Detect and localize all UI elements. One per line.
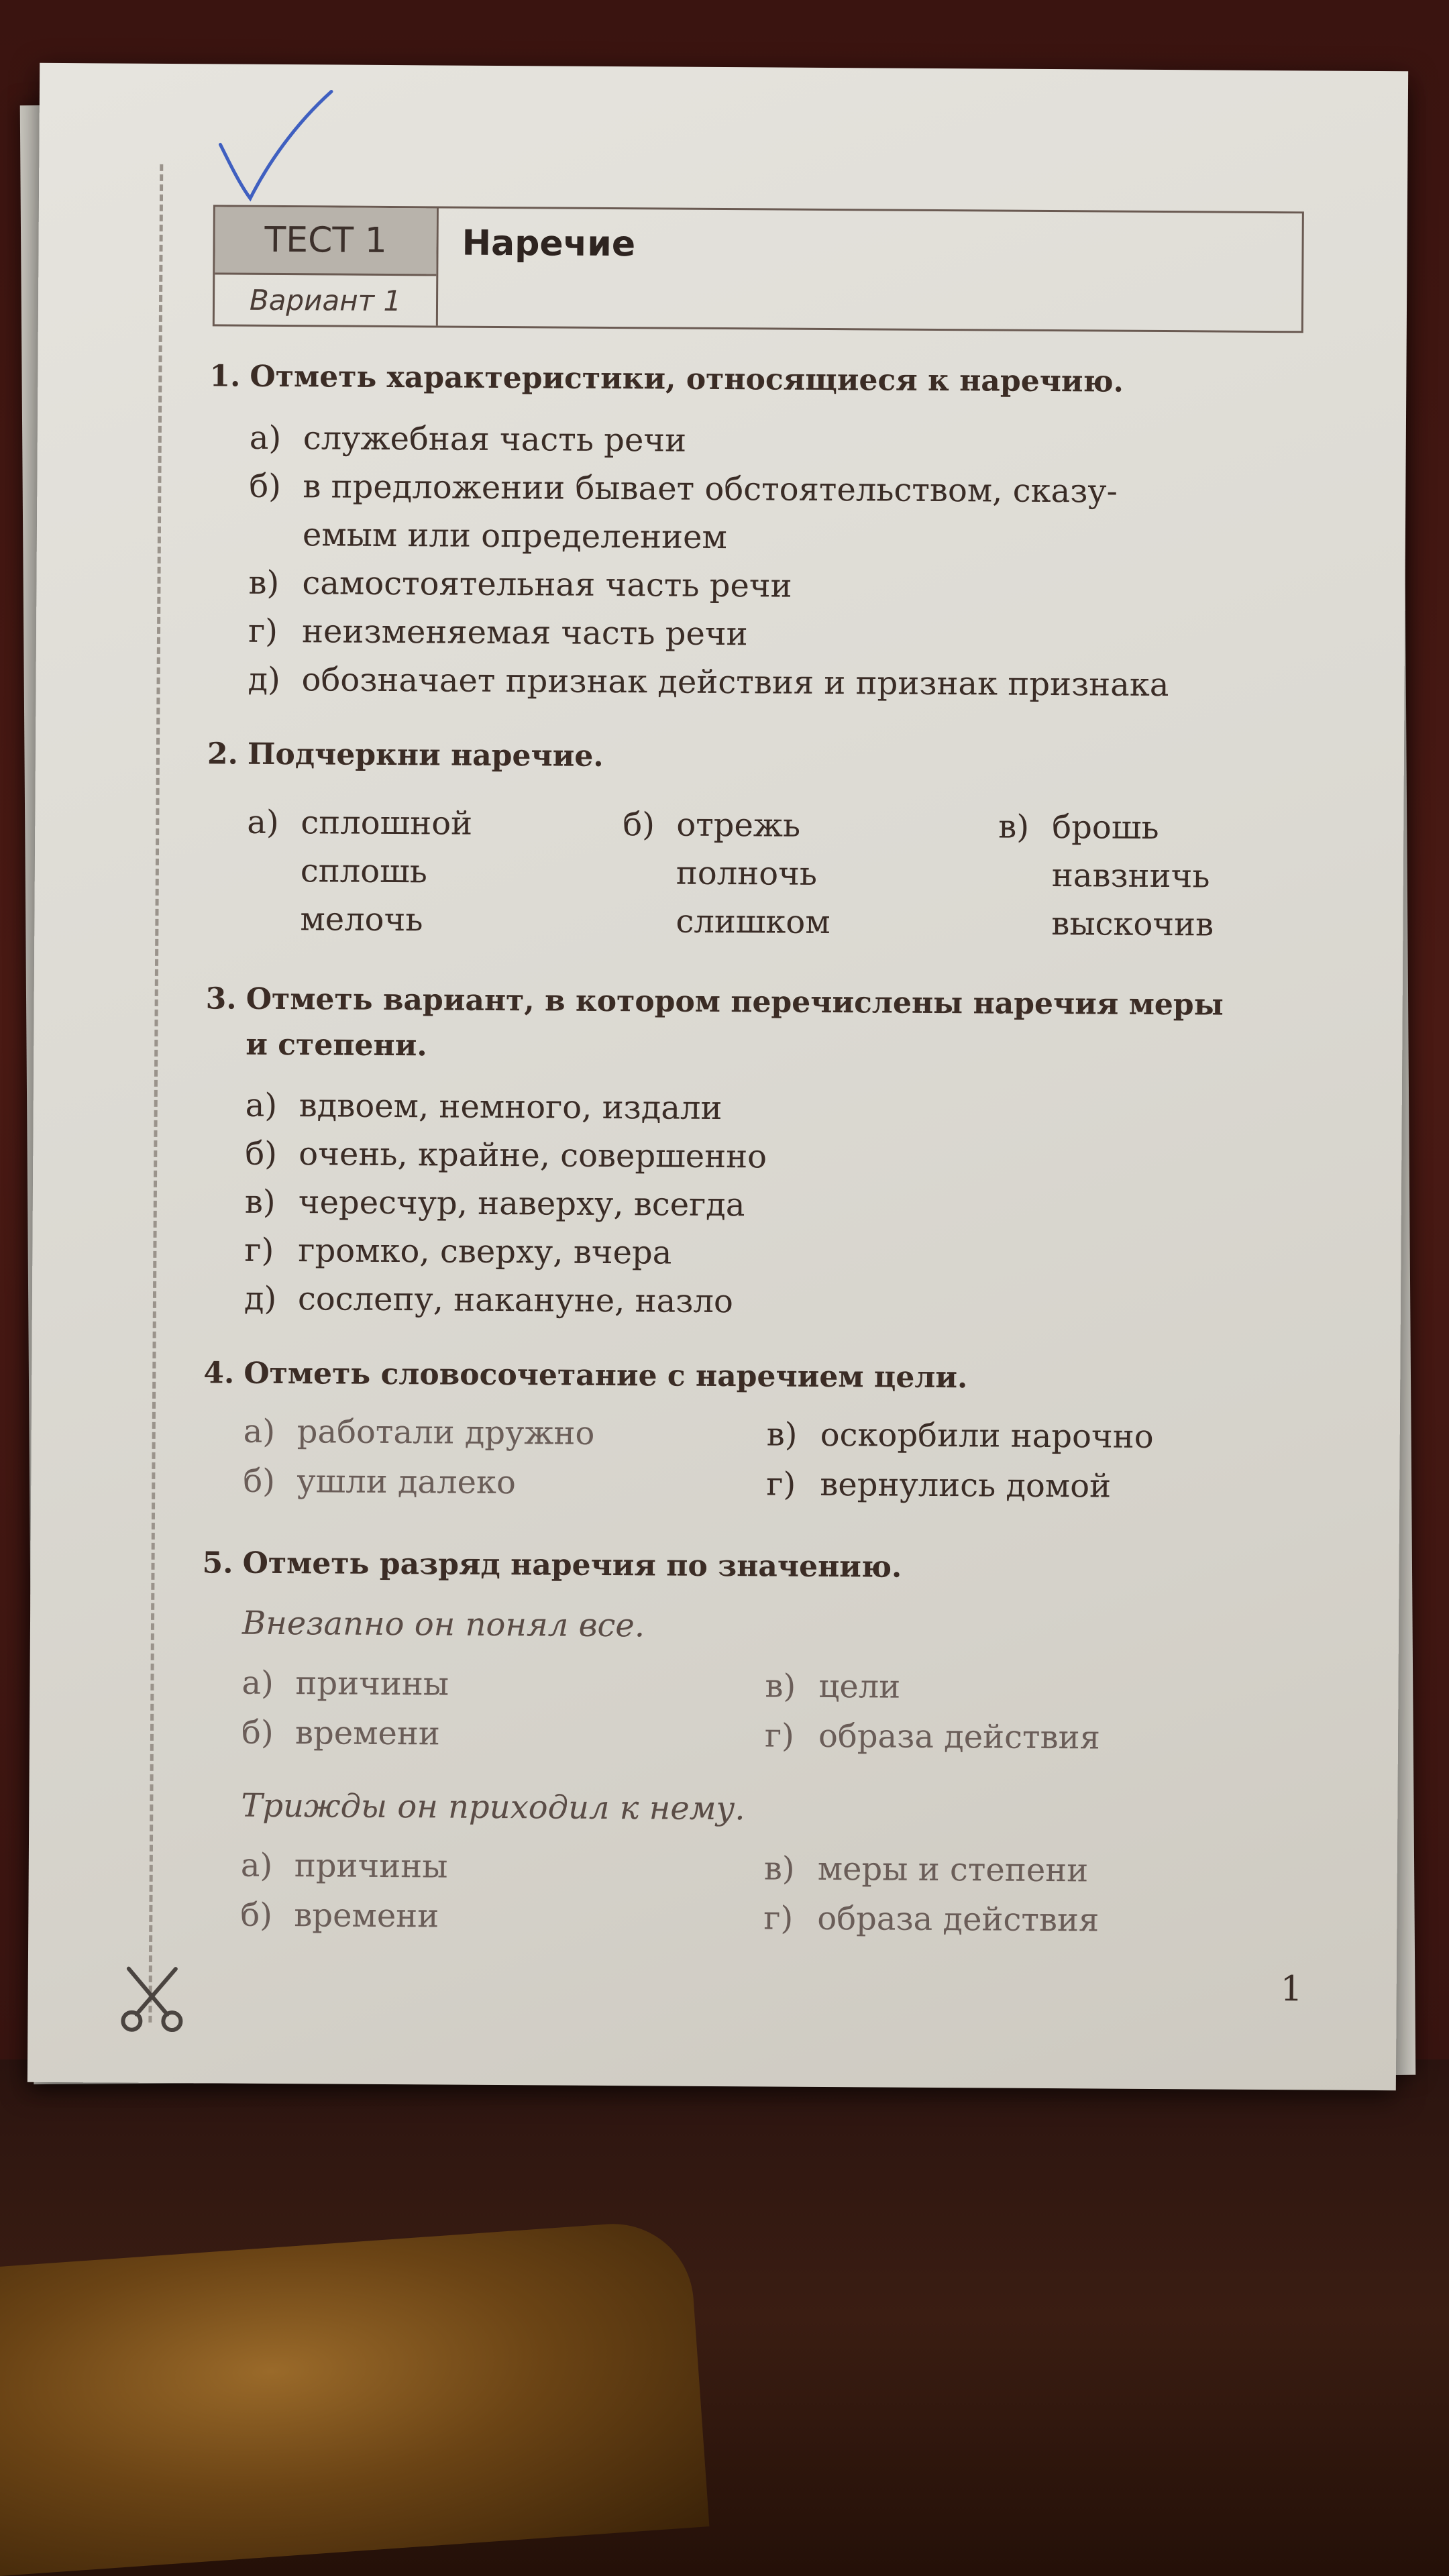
cut-line [148,164,163,2023]
question-text: Отметь словосочетание с наречием цели. [244,1356,968,1395]
column-v: в) брошь навзничь выскочив [998,803,1334,950]
question-text-continued: и степени. [246,1027,427,1063]
column-a: а) сплошной сплошь мелочь [246,798,623,945]
example-sentence-1: Внезапно он понял все. [241,1604,645,1645]
wooden-chair [0,2218,709,2576]
option-a: а) причины [240,1846,448,1886]
option-g: г) вернулись домой [766,1465,1112,1505]
word: сплошь [300,852,428,891]
word: брошь [1052,808,1159,847]
question-number: 2. [207,737,239,771]
option-a: а) причины [241,1664,449,1703]
test-content [182,359,1326,1946]
option-g: г) образа действия [764,1717,1101,1757]
word: мелочь [300,900,423,939]
word: отрежь [676,806,801,845]
handwritten-checkmark-icon [207,84,341,212]
question-number: 4. [203,1356,235,1391]
option-a: а) вдвоем, немного, издали [245,1086,722,1128]
option-v: в) цели [765,1667,901,1706]
option-d: д) обозначает признак действия и признак признака [248,660,1169,704]
question-text: Отметь характеристики, относящиеся к наречию. [250,359,1124,399]
option-g: г) образа действия [763,1899,1099,1939]
option-v: в) самостоятельная часть речи [248,564,792,605]
column-b: б) отрежь полночь слишком [622,800,998,947]
topic-title: Наречие [462,223,636,265]
option-b: б) в предложении бывает обстоятельством, сказу- [249,467,1118,511]
option-a: а) работали дружно [243,1412,595,1452]
option-b-continued: емым или определением [302,516,727,557]
question-number: 1. [209,359,241,394]
option-v: в) чересчур, наверху, всегда [244,1183,745,1224]
option-a: а) служебная часть речи [249,419,687,460]
question-1 [190,359,1326,710]
word: сплошной [301,804,473,843]
word: слишком [676,902,830,942]
option-v: в) оскорбили нарочно [766,1415,1154,1456]
option-b: б) времени [241,1713,441,1753]
word: выскочив [1051,905,1214,944]
test-header [213,205,1304,333]
word: полночь [676,854,818,893]
test-header-left [215,207,439,325]
question-3 [186,976,1322,1329]
option-b: б) очень, крайне, совершенно [245,1134,767,1176]
example-sentence-2: Трижды он приходил к нему. [241,1786,745,1828]
question-5 [182,1546,1319,1946]
question-text: Подчеркни наречие. [247,737,604,773]
option-v: в) меры и степени [763,1849,1089,1890]
question-4 [185,1356,1320,1512]
option-b: б) ушли далеко [243,1462,517,1502]
question-number: 5. [202,1546,233,1580]
variant-label: Вариант 1 [249,283,402,317]
option-b: б) времени [240,1896,439,1935]
option-d: д) сослепу, накануне, назло [244,1279,733,1321]
question-text: Отметь разряд наречия по значению. [242,1546,902,1585]
page-number: 1 [1280,1969,1303,2010]
question-2 [189,737,1324,949]
option-g: г) громко, сверху, вчера [244,1231,672,1272]
question-number: 3. [205,981,237,1016]
test-label: ТЕСТ 1 [215,207,437,276]
option-g: г) неизменяемая часть речи [248,612,748,653]
scissors-icon [115,1962,189,2037]
word: навзничь [1051,857,1210,896]
test-page [28,63,1408,2090]
question-text: Отметь вариант, в котором перечислены наречия меры [246,981,1224,1022]
